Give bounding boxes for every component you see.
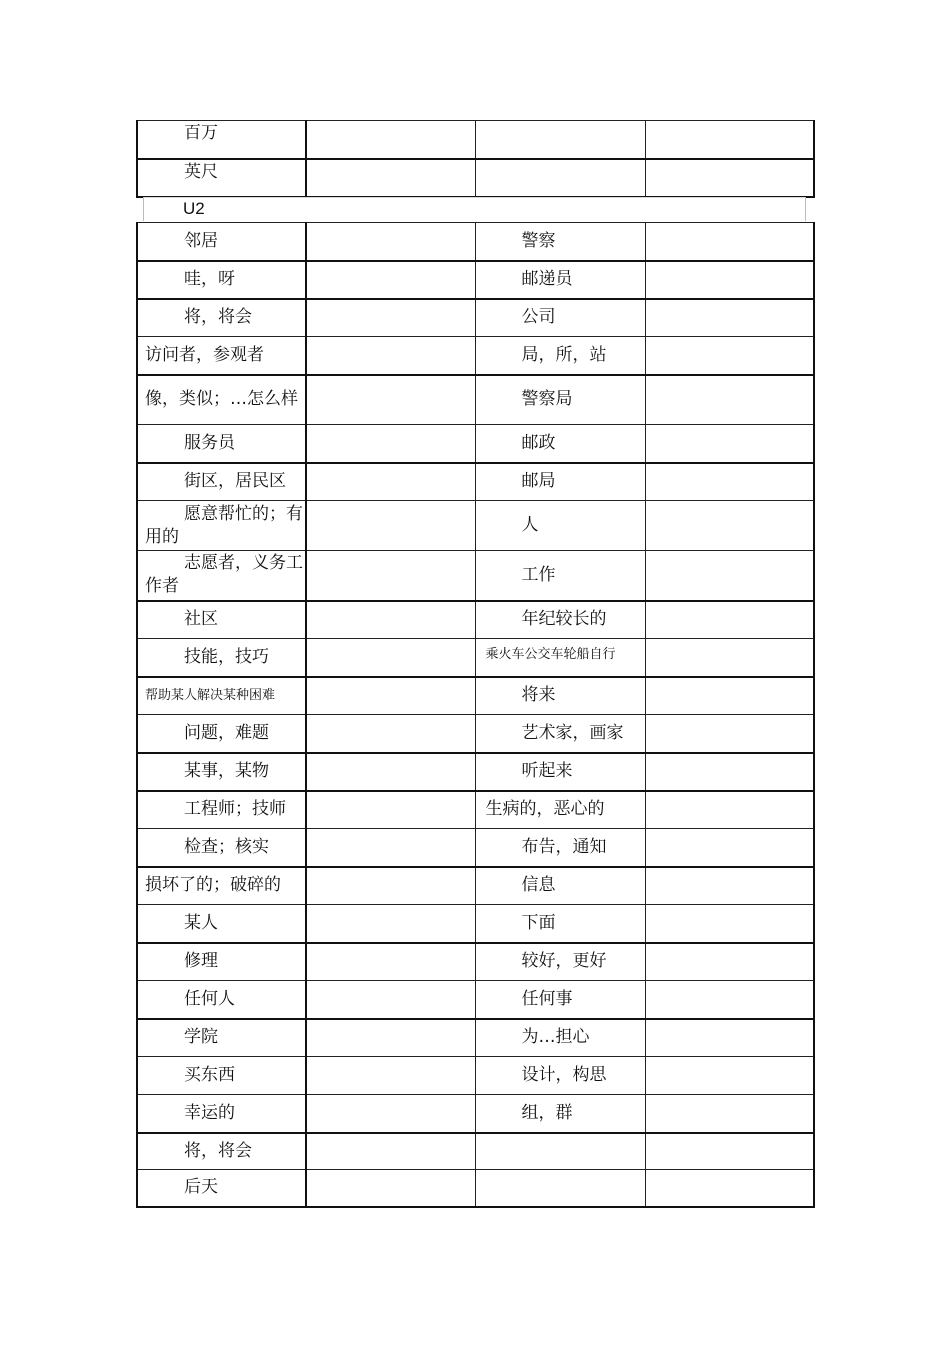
chinese-cell: 问题，难题 — [137, 715, 306, 753]
chinese-cell: 任何人 — [137, 981, 306, 1019]
chinese-cell — [137, 501, 306, 551]
chinese-cell: 邻居 — [137, 223, 306, 261]
chinese-cell — [475, 159, 645, 197]
chinese-cell: 学院 — [137, 1019, 306, 1057]
chinese-cell: 警察 — [475, 223, 645, 261]
answer-cell[interactable] — [645, 943, 814, 981]
answer-cell[interactable] — [306, 425, 475, 463]
answer-cell[interactable] — [645, 159, 814, 197]
chinese-cell: 某人 — [137, 905, 306, 943]
answer-cell[interactable] — [645, 337, 814, 375]
answer-cell[interactable] — [306, 375, 475, 425]
chinese-cell: 信息 — [475, 867, 645, 905]
answer-cell[interactable] — [306, 715, 475, 753]
cell-text: 像，类似；…怎么样 — [145, 389, 298, 410]
answer-cell[interactable] — [645, 1133, 814, 1170]
table-row — [137, 1057, 814, 1095]
table-row — [137, 981, 814, 1019]
chinese-cell: 艺术家，画家 — [475, 715, 645, 753]
answer-cell[interactable] — [645, 829, 814, 867]
answer-cell[interactable] — [645, 905, 814, 943]
answer-cell[interactable] — [306, 121, 475, 159]
unit-label: U2 — [183, 199, 205, 218]
chinese-cell — [137, 551, 306, 601]
answer-cell[interactable] — [645, 223, 814, 261]
chinese-cell: 社区 — [137, 601, 306, 639]
chinese-cell: 服务员 — [137, 425, 306, 463]
answer-cell[interactable] — [645, 715, 814, 753]
table-row — [137, 223, 814, 261]
chinese-cell: 邮政 — [475, 425, 645, 463]
answer-cell[interactable] — [306, 1019, 475, 1057]
table-row — [137, 753, 814, 791]
chinese-cell: 将，将会 — [137, 299, 306, 337]
table-row — [137, 463, 814, 501]
chinese-cell: 听起来 — [475, 753, 645, 791]
answer-cell[interactable] — [645, 1019, 814, 1057]
unit-heading-row — [143, 197, 806, 221]
chinese-cell: 下面 — [475, 905, 645, 943]
chinese-cell: 英尺 — [137, 159, 306, 197]
chinese-cell: 帮助某人解决某种困难 — [137, 677, 306, 715]
answer-cell[interactable] — [645, 753, 814, 791]
chinese-cell: 将来 — [475, 677, 645, 715]
answer-cell[interactable] — [645, 299, 814, 337]
chinese-cell: 检查；核实 — [137, 829, 306, 867]
chinese-cell: 技能，技巧 — [137, 639, 306, 677]
answer-cell[interactable] — [306, 1095, 475, 1133]
vocab-table-u2 — [136, 222, 815, 1208]
answer-cell[interactable] — [306, 1170, 475, 1207]
answer-cell[interactable] — [645, 639, 814, 677]
chinese-cell: 布告，通知 — [475, 829, 645, 867]
answer-cell[interactable] — [306, 551, 475, 601]
table-row — [137, 425, 814, 463]
chinese-cell: 百万 — [137, 121, 306, 159]
answer-cell[interactable] — [306, 159, 475, 197]
answer-cell[interactable] — [306, 981, 475, 1019]
answer-cell[interactable] — [306, 601, 475, 639]
answer-cell[interactable] — [645, 501, 814, 551]
chinese-cell: 局，所，站 — [475, 337, 645, 375]
answer-cell[interactable] — [645, 375, 814, 425]
answer-cell[interactable] — [645, 121, 814, 159]
answer-cell[interactable] — [306, 1133, 475, 1170]
answer-cell[interactable] — [645, 867, 814, 905]
chinese-cell: 警察局 — [475, 375, 645, 425]
table-row — [137, 715, 814, 753]
answer-cell[interactable] — [306, 223, 475, 261]
table-row — [137, 829, 814, 867]
chinese-cell — [475, 1170, 645, 1207]
vocab-table-u1-tail — [136, 120, 815, 198]
table-row — [137, 375, 814, 425]
table-row — [137, 677, 814, 715]
table-row — [137, 159, 814, 197]
chinese-cell: 较好，更好 — [475, 943, 645, 981]
table-row — [137, 1019, 814, 1057]
answer-cell[interactable] — [645, 551, 814, 601]
answer-cell[interactable] — [306, 753, 475, 791]
chinese-cell — [475, 1133, 645, 1170]
answer-cell[interactable] — [306, 299, 475, 337]
chinese-cell: 访问者，参观者 — [137, 337, 306, 375]
answer-cell[interactable] — [306, 943, 475, 981]
chinese-cell: 邮递员 — [475, 261, 645, 299]
answer-cell[interactable] — [306, 867, 475, 905]
chinese-cell: 工作 — [475, 551, 645, 601]
table-row — [137, 299, 814, 337]
answer-cell[interactable] — [306, 905, 475, 943]
answer-cell[interactable] — [306, 501, 475, 551]
answer-cell[interactable] — [645, 981, 814, 1019]
answer-cell[interactable] — [306, 1057, 475, 1095]
answer-cell[interactable] — [645, 425, 814, 463]
table-row — [137, 337, 814, 375]
answer-cell[interactable] — [645, 791, 814, 829]
table-row — [137, 501, 814, 551]
chinese-cell: 工程师；技师 — [137, 791, 306, 829]
table-row — [137, 943, 814, 981]
answer-cell[interactable] — [645, 1170, 814, 1207]
chinese-cell: 乘火车公交车轮船自行 — [475, 639, 645, 677]
answer-cell[interactable] — [645, 463, 814, 501]
answer-cell[interactable] — [306, 791, 475, 829]
chinese-cell: 生病的，恶心的 — [475, 791, 645, 829]
table-row — [137, 121, 814, 159]
answer-cell[interactable] — [306, 463, 475, 501]
chinese-cell: 幸运的 — [137, 1095, 306, 1133]
table-row — [137, 601, 814, 639]
answer-cell[interactable] — [306, 337, 475, 375]
chinese-cell: 设计，构思 — [475, 1057, 645, 1095]
chinese-cell: 任何事 — [475, 981, 645, 1019]
chinese-cell: 组，群 — [475, 1095, 645, 1133]
chinese-cell: 人 — [475, 501, 645, 551]
cell-text: 愿意帮忙的；有用的 — [145, 503, 303, 547]
table-row — [137, 551, 814, 601]
table-row — [137, 905, 814, 943]
answer-cell[interactable] — [306, 829, 475, 867]
chinese-cell: 损坏了的；破碎的 — [137, 867, 306, 905]
answer-cell[interactable] — [645, 261, 814, 299]
chinese-cell: 后天 — [137, 1170, 306, 1207]
answer-cell[interactable] — [306, 639, 475, 677]
table-row — [137, 791, 814, 829]
chinese-cell: 买东西 — [137, 1057, 306, 1095]
table-row — [137, 1095, 814, 1133]
chinese-cell — [475, 121, 645, 159]
table-row — [137, 261, 814, 299]
answer-cell[interactable] — [645, 601, 814, 639]
chinese-cell: 街区，居民区 — [137, 463, 306, 501]
table-row — [137, 1170, 814, 1207]
table-row — [137, 1133, 814, 1170]
chinese-cell: 哇，呀 — [137, 261, 306, 299]
cell-text: 志愿者，义务工作者 — [145, 553, 303, 597]
answer-cell[interactable] — [645, 1057, 814, 1095]
answer-cell[interactable] — [306, 261, 475, 299]
answer-cell[interactable] — [645, 1095, 814, 1133]
table-row — [137, 639, 814, 677]
chinese-cell: 年纪较长的 — [475, 601, 645, 639]
chinese-cell: 为…担心 — [475, 1019, 645, 1057]
chinese-cell: 将，将会 — [137, 1133, 306, 1170]
answer-cell[interactable] — [645, 677, 814, 715]
chinese-cell: 公司 — [475, 299, 645, 337]
chinese-cell: 修理 — [137, 943, 306, 981]
answer-cell[interactable] — [306, 677, 475, 715]
chinese-cell: 某事，某物 — [137, 753, 306, 791]
chinese-cell: 邮局 — [475, 463, 645, 501]
chinese-cell — [137, 375, 306, 425]
table-row — [137, 867, 814, 905]
